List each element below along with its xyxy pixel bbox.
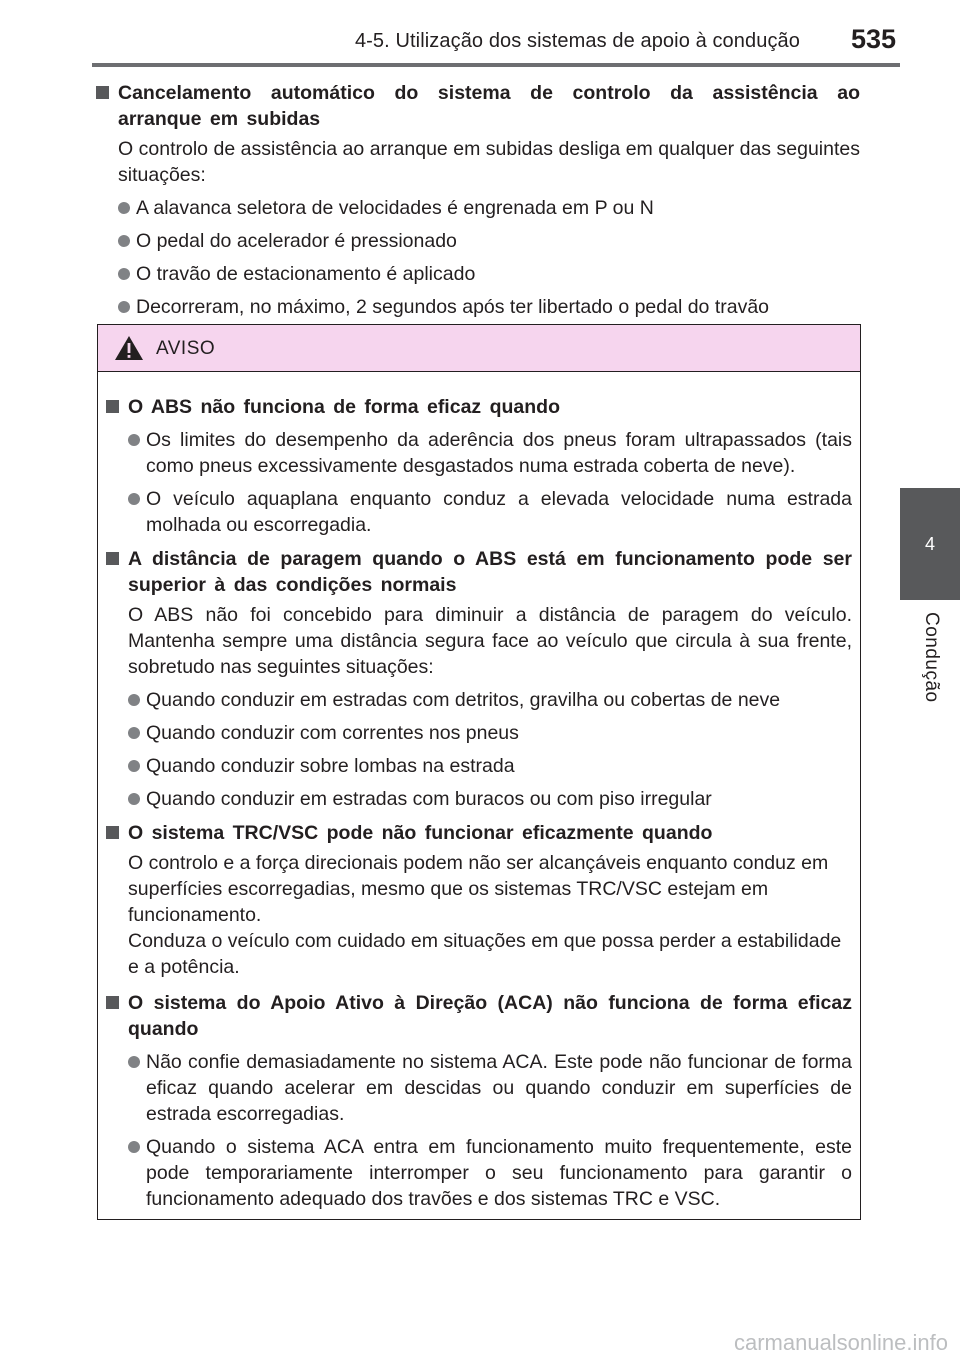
page-number: 535 [850,24,896,54]
bullet-dot-icon [128,1056,140,1068]
bullet-dot-icon [118,268,130,280]
warning-title: AVISO [156,338,216,359]
square-bullet-icon [96,86,109,99]
bullet-dot-icon [128,1141,140,1153]
intro-paragraph: O controlo de assistência ao arranque em subidas desliga em qualquer das seguintes situações: [118,138,860,186]
list-item: Quando o sistema ACA entra em funcionamento muito frequentemente, este pode temporariamente interromper o seu funcionamento para garantir o funcionamento adequado dos travões e dos sistemas TRC e VSC. [106,1134,852,1212]
trc-vsc-paragraph-2: Conduza o veículo com cuidado em situações em que possa perder a estabilidade e a potência. [128,930,842,978]
bullet-dot-icon [118,202,130,214]
square-bullet-icon [106,826,119,839]
watermark: carmanualsonline.info [733,1330,948,1355]
warning-body [98,372,860,1212]
bullet-dot-icon [128,727,140,739]
bullet-dot-icon [128,793,140,805]
bullet-dot-icon [128,760,140,772]
list-item: Os limites do desempenho da aderência dos pneus foram ultrapassados (tais como pneus excessivamente desgastados numa estrada coberta de neve). [106,427,852,479]
chapter-label: Condução [921,612,942,703]
chapter-tab[interactable] [900,488,960,600]
stopping-distance-paragraph: O ABS não foi concebido para diminuir a distância de paragem do veículo. Mantenha sempre uma distância segura face ao veículo que circula à sua frente, sobretudo nas seguintes situações: [128,604,852,678]
chapter-number: 4 [924,533,935,554]
warning-triangle-icon [114,335,144,361]
intro-heading: Cancelamento automático do sistema de controlo da assistência ao arranque em subidas [96,80,860,132]
list-item: O travão de estacionamento é aplicado [96,261,860,287]
square-bullet-icon [106,996,119,1009]
warning-box [97,324,861,1220]
intro-section [96,80,860,320]
bullet-dot-icon [128,694,140,706]
trc-vsc-heading: O sistema TRC/VSC pode não funcionar eficazmente quando [106,820,852,846]
list-item: O pedal do acelerador é pressionado [96,228,860,254]
bullet-dot-icon [118,301,130,313]
bullet-dot-icon [128,493,140,505]
list-item: Quando conduzir em estradas com detritos, gravilha ou cobertas de neve [106,687,852,713]
bullet-dot-icon [118,235,130,247]
square-bullet-icon [106,400,119,413]
square-bullet-icon [106,552,119,565]
trc-vsc-paragraph: O controlo e a força direcionais podem não ser alcançáveis enquanto conduz em superfícies escorregadias, mesmo que os sistemas TRC/VSC estejam em funcionamento. [128,852,829,926]
section-title: 4-5. Utilização dos sistemas de apoio à condução [354,30,800,52]
aca-heading: O sistema do Apoio Ativo à Direção (ACA) não funciona de forma eficaz quando [106,990,852,1042]
list-item: Quando conduzir em estradas com buracos ou com piso irregular [106,786,852,812]
list-item: Decorreram, no máximo, 2 segundos após ter libertado o pedal do travão [96,294,860,320]
bullet-dot-icon [128,434,140,446]
warning-header [98,325,860,372]
abs-heading: O ABS não funciona de forma eficaz quando [106,394,852,420]
list-item: Quando conduzir sobre lombas na estrada [106,753,852,779]
stopping-distance-heading: A distância de paragem quando o ABS está em funcionamento pode ser superior à das condições normais [106,546,852,598]
header-divider [92,63,900,67]
list-item: Não confie demasiadamente no sistema ACA. Este pode não funcionar de forma eficaz quando acelerar em descidas ou quando conduzir em superfícies de estrada escorregadias. [106,1049,852,1127]
page-header [0,0,960,68]
list-item: Quando conduzir com correntes nos pneus [106,720,852,746]
list-item: A alavanca seletora de velocidades é engrenada em P ou N [96,195,860,221]
list-item: O veículo aquaplana enquanto conduz a elevada velocidade numa estrada molhada ou escorregadia. [106,486,852,538]
